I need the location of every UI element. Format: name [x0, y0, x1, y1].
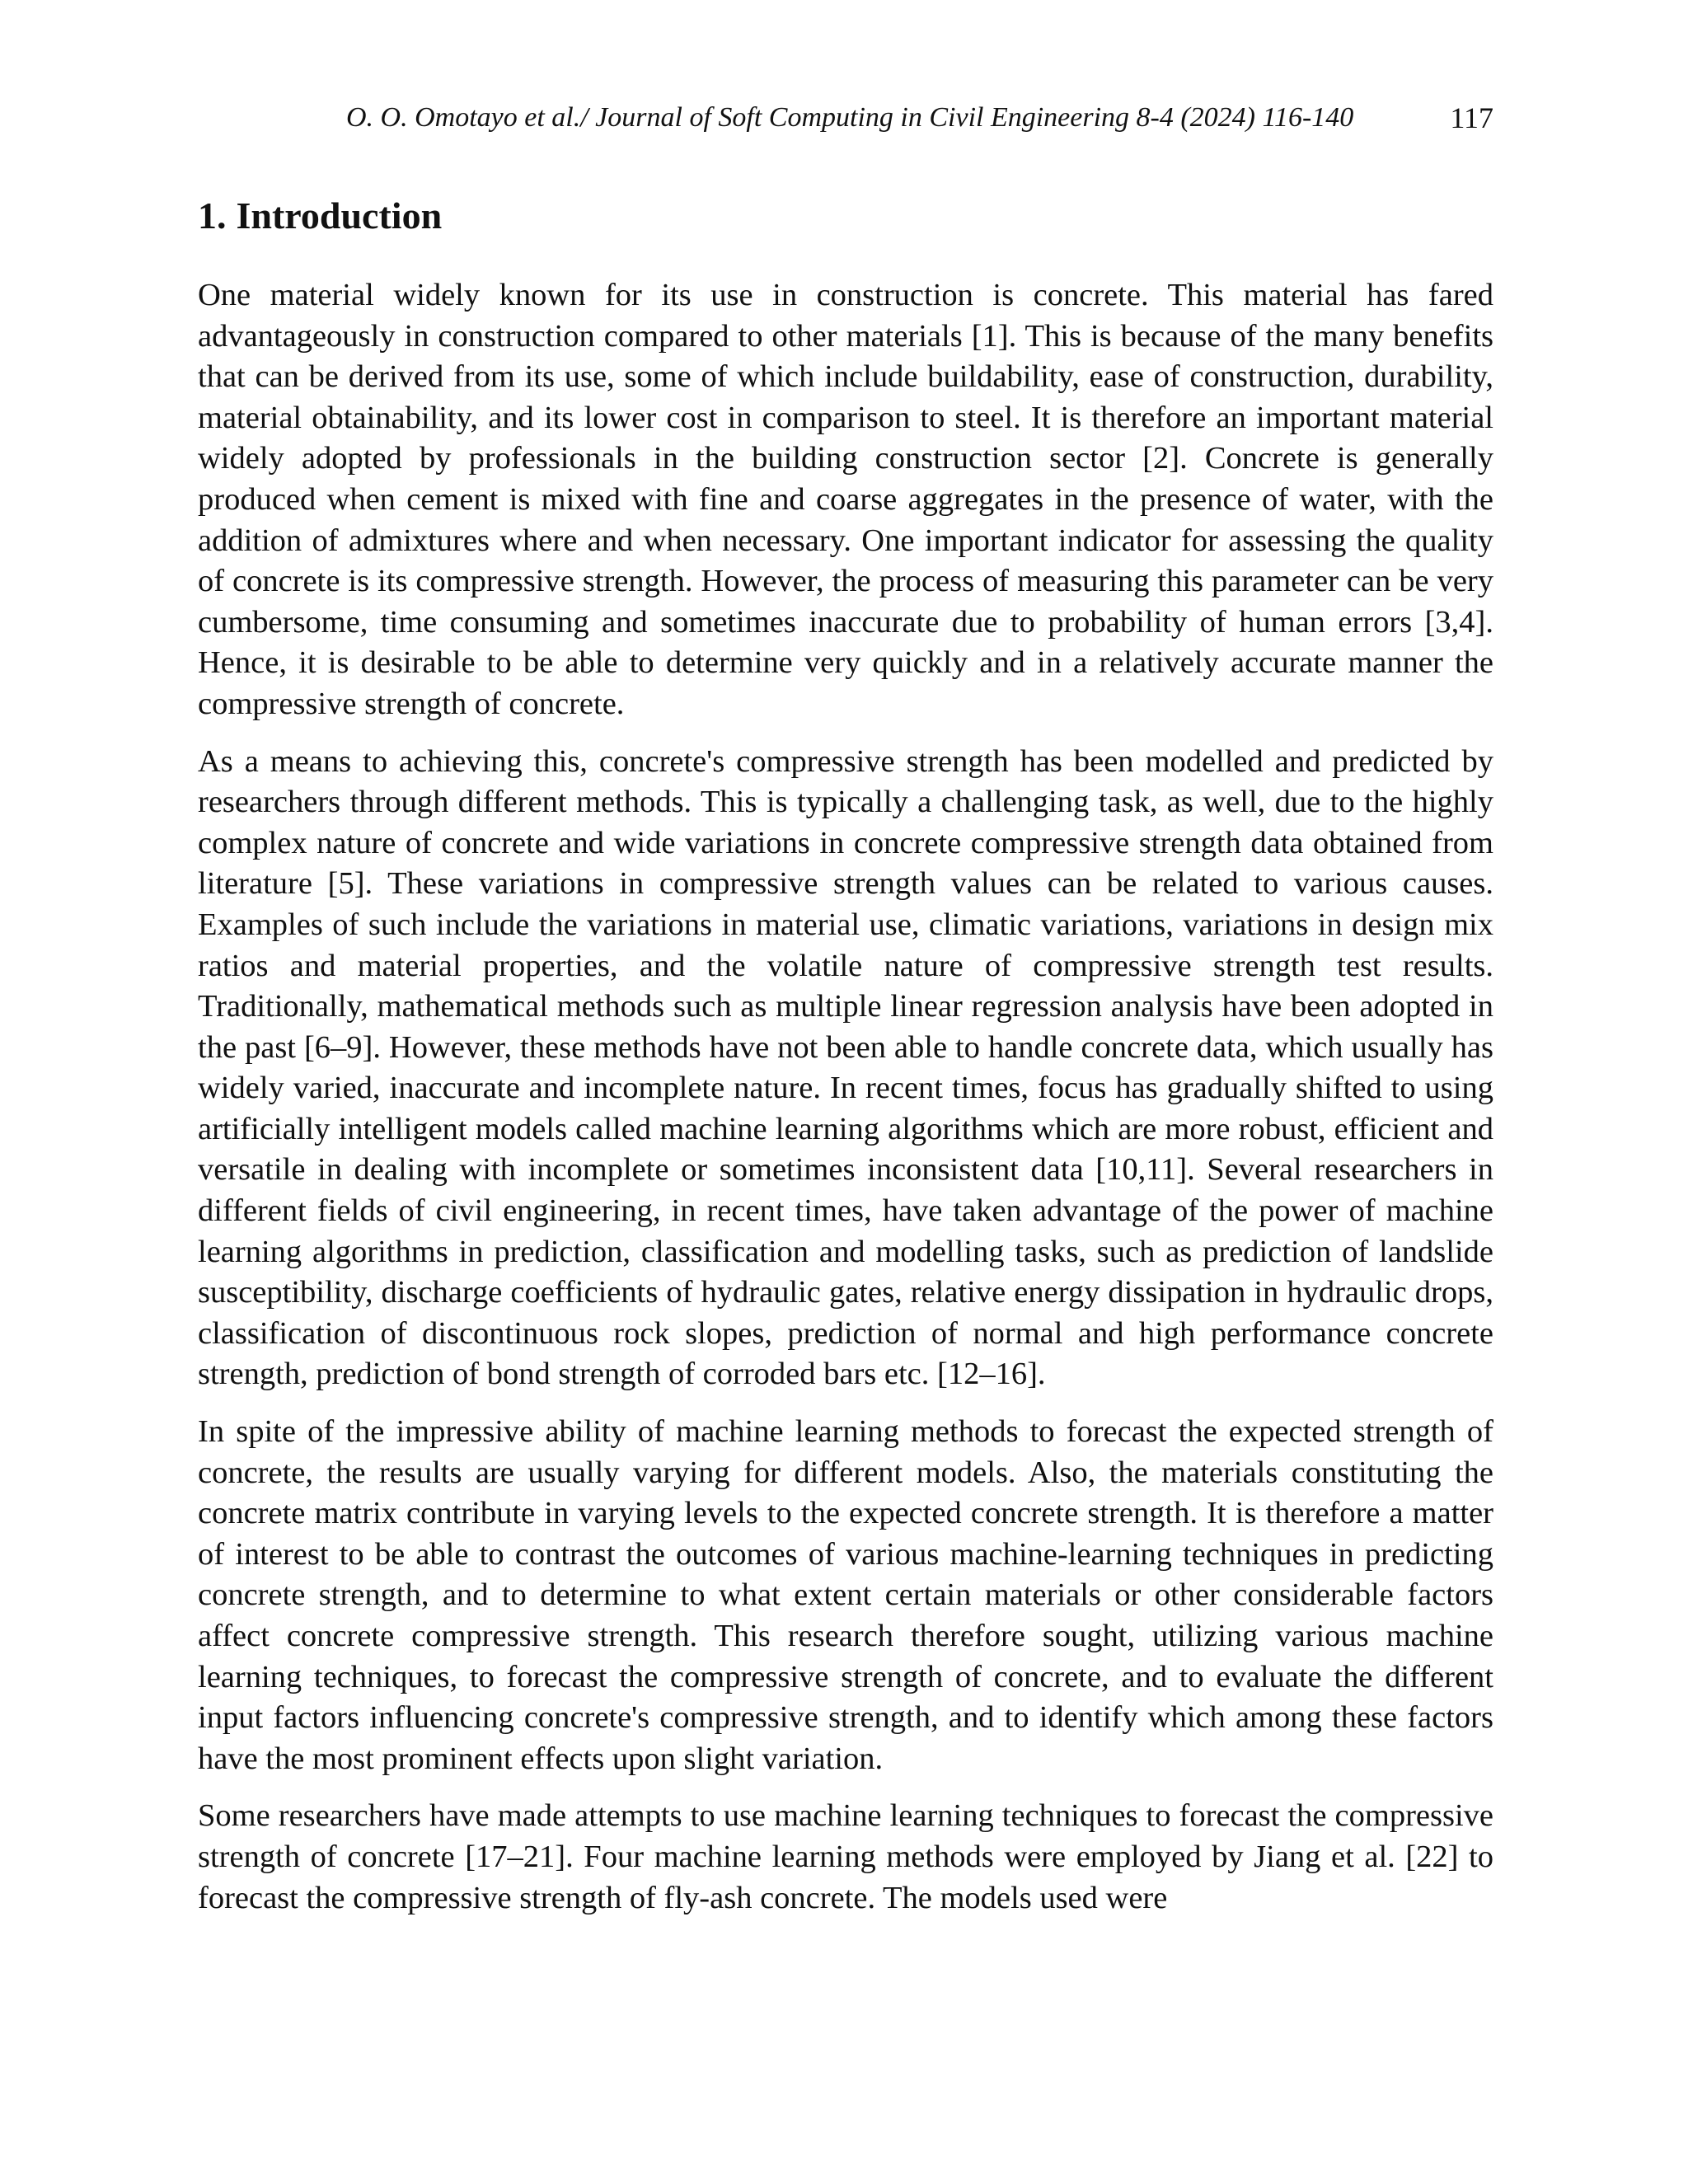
paragraph-1: One material widely known for its use in construction is concrete. This material has fared advantageously in construction compared to other materials [1]. This is because of the many benefits that can be derived from its use, some of which include buildability, ease of construction, durability, material obtainability, and its lower cost in comparison to steel. It is therefore an important material widely adopted by professionals in the building construction sector [2]. Concrete is generally produced when cement is mixed with fine and coarse aggregates in the presence of water, with the addition of admixtures where and when necessary. One important indicator for assessing the quality of concrete is its compressive strength. However, the process of measuring this parameter can be very cumbersome, time consuming and sometimes inaccurate due to probability of human errors [3,4]. Hence, it is desirable to be able to determine very quickly and in a relatively accurate manner the compressive strength of concrete. [198, 278, 1493, 721]
paragraph-2: As a means to achieving this, concrete's compressive strength has been modelled and predicted by researchers through different methods. This is typically a challenging task, as well, due to the highly complex nature of concrete and wide variations in concrete compressive strength data obtained from literature [5]. These variations in compressive strength values can be related to various causes. Examples of such include the variations in material use, climatic variations, variations in design mix ratios and material properties, and the volatile nature of compressive strength test results. Traditionally, mathematical methods such as multiple linear regression analysis have been adopted in the past [6–9]. However, these methods have not been able to handle concrete data, which usually has widely varied, inaccurate and incomplete nature. In recent times, focus has gradually shifted to using artificially intelligent models called machine learning algorithms which are more robust, efficient and versatile in dealing with incomplete or sometimes inconsistent data [10,11]. Several researchers in different fields of civil engineering, in recent times, have taken advantage of the power of machine learning algorithms in prediction, classification and modelling tasks, such as prediction of landslide susceptibility, discharge coefficients of hydraulic gates, relative energy dissipation in hydraulic drops, classification of discontinuous rock slopes, prediction of normal and high performance concrete strength, prediction of bond strength of corroded bars etc. [12–16]. [198, 743, 1493, 1392]
paragraph-3: In spite of the impressive ability of machine learning methods to forecast the expected strength of concrete, the results are usually varying for different models. Also, the materials constituting the concrete matrix contribute in varying levels to the expected concrete strength. It is therefore a matter of interest to be able to contrast the outcomes of various machine-learning techniques in predicting concrete strength, and to determine to what extent certain materials or other considerable factors affect concrete compressive strength. This research therefore sought, utilizing various machine learning techniques, to forecast the compressive strength of concrete, and to evaluate the different input factors influencing concrete's compressive strength, and to identify which among these factors have the most prominent effects upon slight variation. [198, 1414, 1493, 1776]
body-content [198, 191, 1493, 1935]
section-number: 1. [198, 194, 227, 237]
running-title: O. O. Omotayo et al./ Journal of Soft Computing in Civil Engineering 8-4 (2024) 116-140 [346, 102, 1354, 133]
paragraph-4: Some researchers have made attempts to use machine learning techniques to forecast the compressive strength of concrete [17–21]. Four machine learning methods were employed by Jiang et al. [22] to forecast the compressive strength of fly-ash concrete. The models used were [198, 1798, 1493, 1915]
section-heading [198, 191, 1493, 241]
running-header [198, 97, 1493, 138]
page-number: 117 [1450, 101, 1493, 134]
section-title: Introduction [236, 194, 443, 237]
